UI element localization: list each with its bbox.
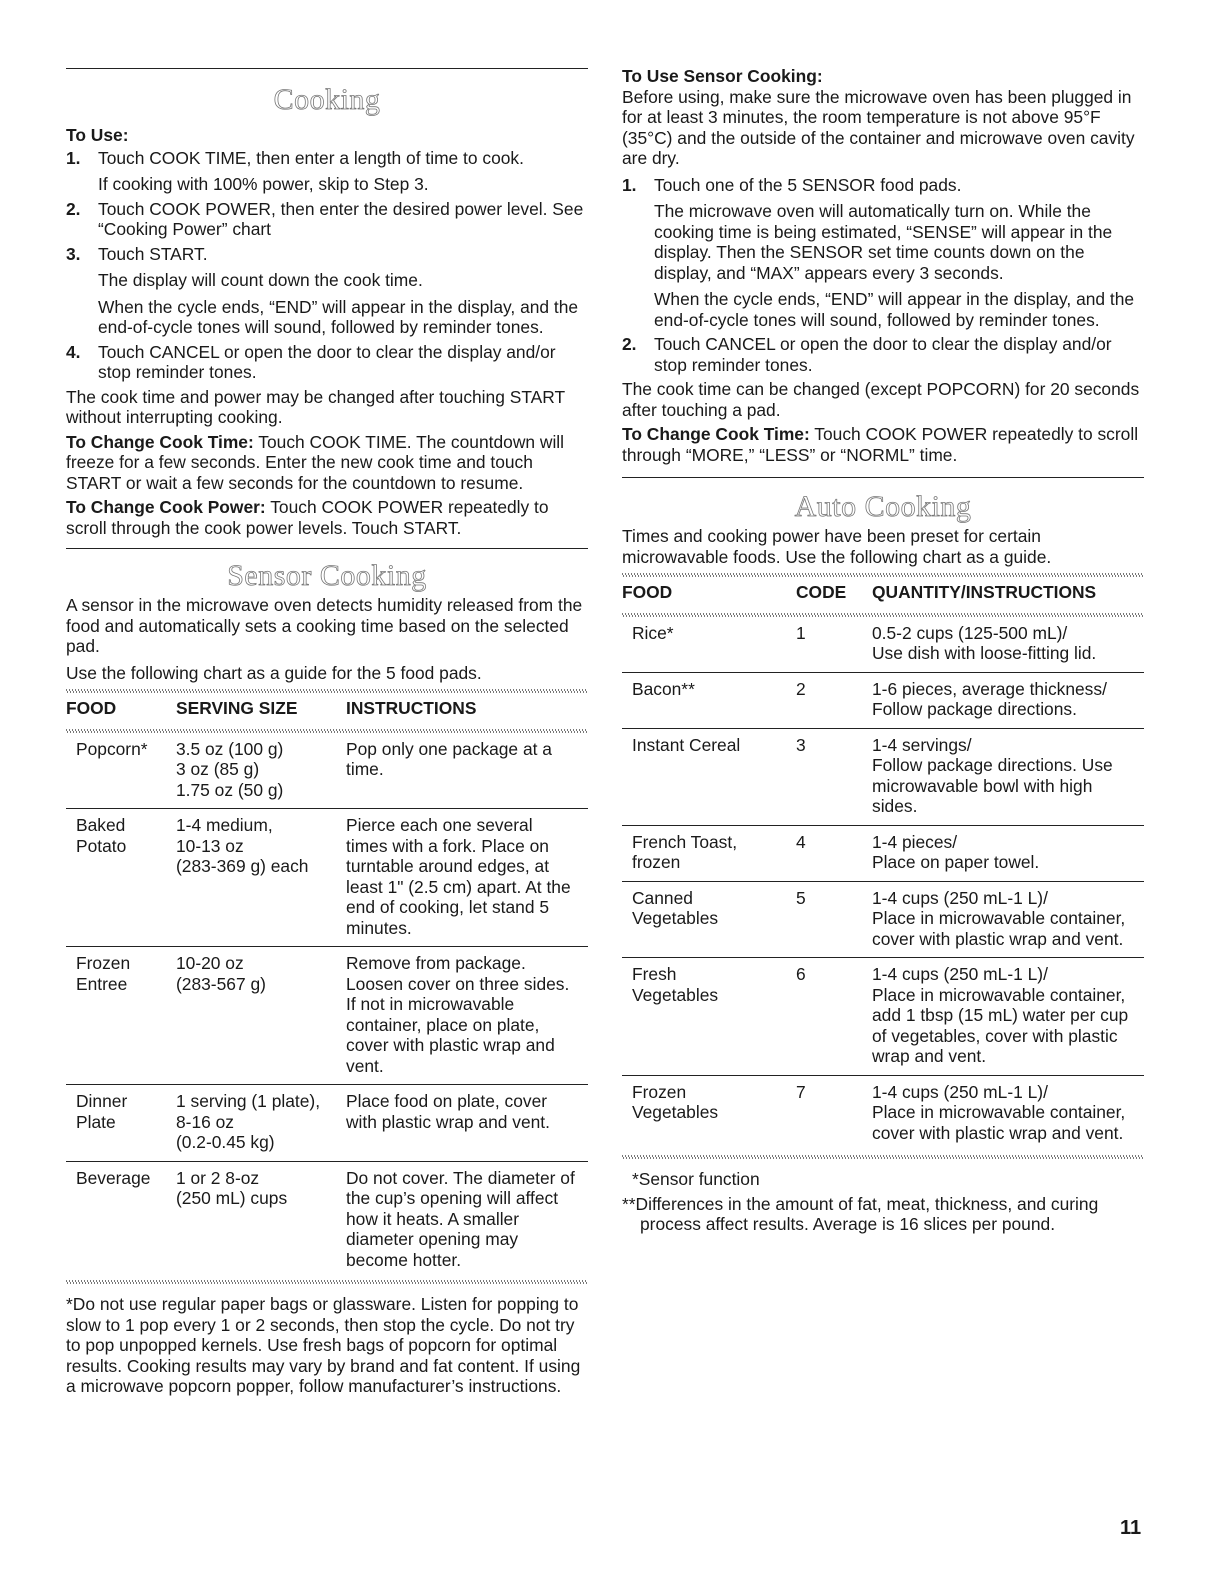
bacon-footnote: **Differences in the amount of fat, meat, thickness, and curing process affect results. Average is 16 slices per pound. — [622, 1193, 1099, 1234]
table-cell-code: 4 — [796, 825, 872, 881]
table-header-serving-size: SERVING SIZE — [176, 698, 298, 718]
table-cell-code: 5 — [796, 881, 872, 958]
page-number: 11 — [1120, 1517, 1142, 1539]
step-detail: If cooking with 100% power, skip to Step 3. — [98, 174, 429, 194]
change-cook-time-label: To Change Cook Time: — [66, 431, 254, 452]
sensor-function-footnote: *Sensor function — [632, 1169, 760, 1189]
change-cook-time-text: Touch COOK TIME. The countdown will freeze for a few seconds. Enter the new cook time and touch START or wait a few seconds for the countdown to resume. — [66, 431, 565, 493]
table-cell-food: Instant Cereal — [622, 728, 796, 825]
table-cell-food: Baked Potato — [66, 809, 176, 947]
table-row — [66, 733, 588, 809]
step-detail: The microwave oven will automatically turn on. While the cooking time is being estimated, “SENSE” will appear in the display. Then the SENSOR set time counts down on the display, and “MAX” appears every 3 seconds. — [654, 201, 1113, 283]
table-row — [66, 1085, 588, 1162]
dotted-rule — [66, 1280, 588, 1284]
sensor-cooking-table — [66, 693, 588, 1278]
table-cell-code: 3 — [796, 728, 872, 825]
step-number: 1. — [622, 174, 637, 195]
table-cell-instructions: 1-4 cups (250 mL-1 L)/ Place in microwavable container, cover with plastic wrap and vent. — [872, 881, 1144, 958]
step-number: 2. — [66, 198, 81, 219]
divider — [622, 477, 1144, 478]
table-row — [66, 947, 588, 1085]
right-column — [622, 0, 1144, 1235]
auto-cooking-table — [622, 577, 1144, 1151]
table-cell-size: 1 or 2 8-oz (250 mL) cups — [176, 1167, 288, 1208]
table-cell-food: French Toast, frozen — [622, 825, 796, 881]
section-title-auto-cooking: Auto Cooking — [794, 490, 972, 523]
sensor-change-time-paragraph — [622, 424, 1144, 465]
sensor-intro: A sensor in the microwave oven detects humidity released from the food and automatically sets a cooking time based on the selected pad. — [66, 595, 583, 656]
step-number: 2. — [622, 334, 637, 354]
table-row — [622, 825, 1144, 881]
step-number: 4. — [66, 341, 81, 362]
table-header-code: CODE — [796, 582, 847, 602]
table-cell-instructions: Do not cover. The diameter of the cup’s opening will affect how it heats. A smaller diameter opening may become hotter. — [346, 1167, 575, 1270]
table-header-quantity-instructions: QUANTITY/INSTRUCTIONS — [872, 582, 1097, 602]
sensor-change-time-text: Touch COOK POWER repeatedly to scroll through “MORE,” “LESS” or “NORML” time. — [622, 424, 1139, 465]
table-row — [622, 1075, 1144, 1151]
table-cell-food: Bacon** — [622, 672, 796, 728]
step-item — [66, 199, 588, 240]
auto-intro: Times and cooking power have been preset for certain microwavable foods. Use the following chart as a guide. — [622, 526, 1052, 567]
table-row — [622, 617, 1144, 673]
step-item — [622, 175, 1144, 331]
change-cook-time-paragraph — [66, 432, 588, 494]
table-cell-instructions: 1-4 cups (250 mL-1 L)/ Place in microwavable container, cover with plastic wrap and vent. — [872, 1081, 1126, 1143]
to-use-heading: To Use: — [66, 125, 129, 145]
step-item — [66, 342, 588, 383]
table-cell-food: Frozen Entree — [66, 947, 176, 1085]
table-cell-code: 6 — [796, 958, 872, 1076]
table-row — [622, 672, 1144, 728]
table-cell-instructions: 1-4 servings/ Follow package directions. Use microwavable bowl with high sides. — [872, 728, 1144, 825]
use-sensor-intro: Before using, make sure the microwave oven has been plugged in for at least 3 minutes, the room temperature is not above 95°F (35°C) and the outside of the container and microwave oven cavity are dry. — [622, 86, 1135, 168]
table-cell-instructions: 1-4 cups (250 mL-1 L)/ Place in microwavable container, add 1 tbsp (15 mL) water per cup of vegetables, cover with plastic wrap and vent. — [872, 958, 1144, 1076]
table-cell-code: 7 — [796, 1081, 806, 1102]
cooking-note: The cook time and power may be changed after touching START without interrupting cooking. — [66, 386, 565, 427]
table-header-food: FOOD — [66, 698, 117, 718]
popcorn-footnote: *Do not use regular paper bags or glassware. Listen for popping to slow to 1 pop every 1 or 2 seconds, then stop the cycle. Do not try to pop unpopped kernels. Use fresh bags of popcorn for optimal results. Cooking results may vary by brand and fat content. If using a microwave popcorn popper, follow manufacturer’s instructions. — [66, 1294, 581, 1396]
table-cell-size: 1-4 medium, 10-13 oz (283-369 g) each — [176, 809, 346, 947]
change-cook-power-text: Touch COOK POWER repeatedly to scroll through the cook power levels. Touch START. — [66, 497, 549, 538]
use-sensor-heading: To Use Sensor Cooking: — [622, 66, 823, 86]
table-row — [66, 809, 588, 947]
step-item — [66, 244, 588, 338]
change-cook-power-label: To Change Cook Power: — [66, 497, 266, 517]
sensor-change-time-label: To Change Cook Time: — [622, 424, 810, 444]
table-cell-food: Rice* — [622, 617, 796, 673]
table-header-instructions: INSTRUCTIONS — [346, 698, 477, 718]
step-number: 3. — [66, 243, 81, 264]
dotted-rule — [622, 1155, 1144, 1159]
table-cell-size: 1 serving (1 plate), 8-16 oz (0.2-0.45 kg) — [176, 1085, 346, 1162]
table-cell-size: 10-20 oz (283-567 g) — [176, 947, 346, 1085]
table-cell-food: Canned Vegetables — [622, 881, 796, 958]
table-cell-food: Frozen Vegetables — [632, 1081, 719, 1122]
divider — [66, 68, 588, 69]
step-item — [66, 148, 588, 195]
step-text: Touch COOK POWER, then enter the desired power level. See “Cooking Power” chart — [98, 198, 584, 239]
auto-footnotes — [622, 1169, 1144, 1235]
table-cell-food: Fresh Vegetables — [622, 958, 796, 1076]
step-text: Touch one of the 5 SENSOR food pads. — [654, 174, 962, 195]
table-cell-food: Popcorn* — [66, 733, 176, 809]
section-title-sensor-cooking: Sensor Cooking — [227, 559, 427, 592]
table-cell-food: Dinner Plate — [66, 1085, 176, 1162]
table-cell-instructions: Remove from package. Loosen cover on three sides. If not in microwavable container, place on plate, cover with plastic wrap and vent. — [346, 947, 588, 1085]
step-text: Touch START. — [98, 243, 208, 264]
change-cook-power-paragraph — [66, 497, 588, 538]
step-text: Touch CANCEL or open the door to clear the display and/or stop reminder tones. — [654, 334, 1112, 375]
table-cell-size: 3.5 oz (100 g) 3 oz (85 g) 1.75 oz (50 g) — [176, 733, 346, 809]
table-cell-food: Beverage — [76, 1167, 151, 1188]
section-title-cooking: Cooking — [273, 83, 381, 116]
step-number: 1. — [66, 147, 81, 168]
step-item — [622, 334, 1144, 375]
step-text: Touch COOK TIME, then enter a length of time to cook. — [98, 147, 524, 168]
table-header-food: FOOD — [622, 582, 673, 602]
sensor-note: The cook time can be changed (except POPCORN) for 20 seconds after touching a pad. — [622, 379, 1140, 420]
step-detail: When the cycle ends, “END” will appear in the display, and the end-of-cycle tones will sound, followed by reminder tones. — [654, 289, 1135, 330]
table-cell-instructions: Place food on plate, cover with plastic wrap and vent. — [346, 1085, 588, 1162]
table-row — [622, 881, 1144, 958]
table-cell-code: 1 — [796, 617, 872, 673]
table-cell-instructions: Pierce each one several times with a fork. Place on turntable around edges, at least 1" (2.5 cm) apart. At the end of cooking, let stand 5 minutes. — [346, 809, 588, 947]
table-row — [622, 958, 1144, 1076]
table-cell-instructions: Pop only one package at a time. — [346, 733, 588, 809]
sensor-intro-2: Use the following chart as a guide for the 5 food pads. — [66, 662, 482, 683]
sensor-steps-list — [622, 175, 1144, 376]
table-row — [66, 1161, 588, 1278]
step-detail: When the cycle ends, “END” will appear in the display, and the end-of-cycle tones will sound, followed by reminder tones. — [98, 296, 579, 337]
table-cell-code: 2 — [796, 672, 872, 728]
table-cell-instructions: 1-4 pieces/ Place on paper towel. — [872, 825, 1144, 881]
step-text: Touch CANCEL or open the door to clear the display and/or stop reminder tones. — [98, 341, 556, 382]
step-detail: The display will count down the cook time. — [98, 270, 423, 290]
cooking-steps-list — [66, 148, 588, 383]
table-cell-instructions: 0.5-2 cups (125-500 mL)/ Use dish with loose-fitting lid. — [872, 617, 1144, 673]
divider — [66, 548, 588, 549]
table-row — [622, 728, 1144, 825]
table-cell-instructions: 1-6 pieces, average thickness/ Follow package directions. — [872, 672, 1144, 728]
left-column — [66, 0, 588, 1397]
